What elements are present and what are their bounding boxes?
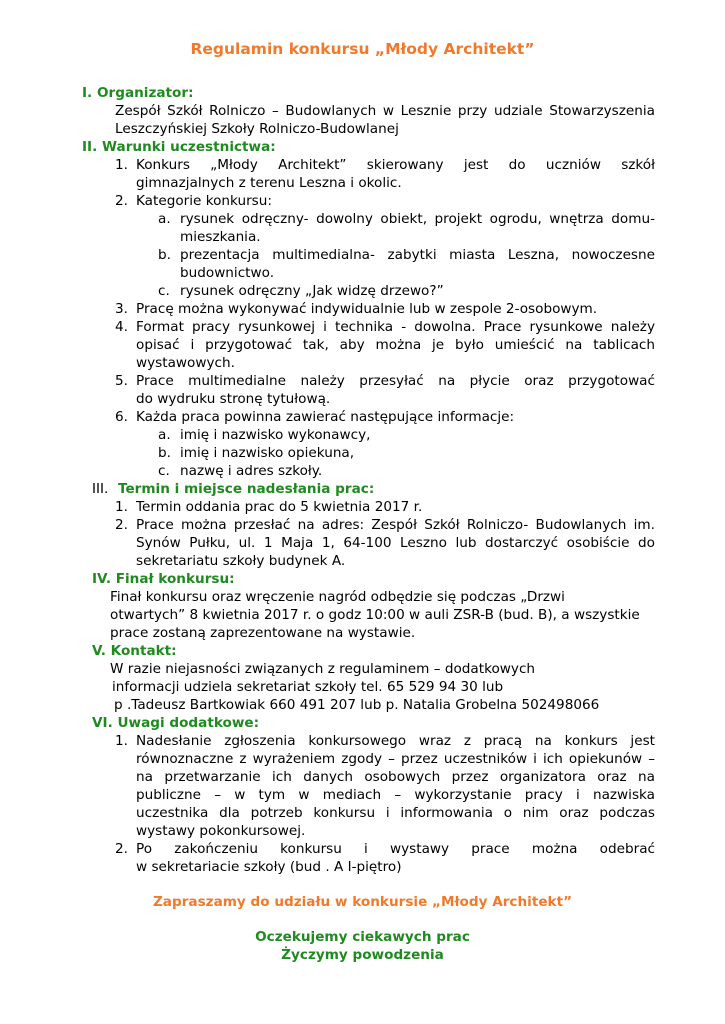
list-item-text: Kategorie konkursu:: [136, 193, 272, 209]
list-item-text: Termin oddania prac do 5 kwietnia 2017 r.: [136, 499, 423, 515]
list-letter: b.: [158, 445, 171, 461]
list-item-text: w sekretariacie szkoły (bud . A I-piętro): [136, 859, 402, 875]
list-item-text: publiczne – w tym w mediach – wykorzystanie pracy i nazwiska: [136, 787, 655, 803]
list-item-text: Prace można przesłać na adres: Zespół Szkół Rolniczo- Budowlanych im.: [136, 517, 655, 533]
list-number: 1.: [115, 733, 128, 749]
list-item-text: uczestnika dla potrzeb konkursu i informowania o nim oraz podczas: [136, 805, 655, 821]
list-letter: c.: [158, 283, 170, 299]
list-number: 2.: [115, 841, 128, 857]
list-item-text: Każda praca powinna zawierać następujące informacje:: [136, 409, 515, 425]
final-text: Finał konkursu oraz wręczenie nagród odbędzie się podczas „Drzwi: [110, 589, 565, 605]
list-number: 1.: [115, 157, 128, 173]
list-item-text: sekretariatu szkoły budynek A.: [136, 553, 346, 569]
list-item-text: Po zakończeniu konkursu i wystawy prace można odebrać: [136, 841, 655, 857]
list-number: 5.: [115, 373, 128, 389]
list-item-text: Pracę można wykonywać indywidualnie lub w zespole 2-osobowym.: [136, 301, 598, 317]
list-item-text: równoznaczne z wyrażeniem zgody – przez uczestników i ich opiekunów –: [136, 751, 655, 767]
organizer-text: Zespół Szkół Rolniczo – Budowlanych w Lesznie przy udziale Stowarzyszenia: [115, 103, 655, 119]
list-item-text: rysunek odręczny „Jak widzę drzewo?”: [180, 283, 444, 299]
section-heading-notes: VI. Uwagi dodatkowe:: [92, 715, 260, 731]
section-number: III.: [92, 481, 109, 497]
closing-invitation: Zapraszamy do udziału w konkursie „Młody Architekt”: [152, 894, 573, 910]
list-item-text: prezentacja multimedialna- zabytki miasta Leszna, nowoczesne: [180, 247, 655, 263]
list-number: 3.: [115, 301, 128, 317]
final-text: prace zostaną zaprezentowane na wystawie.: [110, 625, 416, 641]
list-item-text: gimnazjalnych z terenu Leszna i okolic.: [136, 175, 402, 191]
section-heading-organizer: I. Organizator:: [82, 85, 194, 101]
list-item-text: wystawy pokonkursowej.: [136, 823, 306, 839]
list-item-text: Prace multimedialne należy przesyłać na płycie oraz przygotować: [136, 373, 655, 389]
list-item-text: do wydruku stronę tytułową.: [136, 391, 331, 407]
contact-text: p .Tadeusz Bartkowiak 660 491 207 lub p. Natalia Grobelna 502498066: [114, 697, 600, 713]
list-item-text: Nadesłanie zgłoszenia konkursowego wraz z pracą na konkurs jest: [136, 733, 655, 749]
list-number: 2.: [115, 193, 128, 209]
list-number: 4.: [115, 319, 128, 335]
list-number: 6.: [115, 409, 128, 425]
list-item-text: Konkurs „Młody Architekt” skierowany jest do uczniów szkół: [136, 157, 655, 173]
list-item-text: imię i nazwisko wykonawcy,: [180, 427, 371, 443]
list-letter: a.: [158, 427, 171, 443]
section-heading-deadline: Termin i miejsce nadesłania prac:: [118, 481, 375, 497]
list-item-text: wystawowych.: [136, 355, 235, 371]
contact-text: W razie niejasności związanych z regulaminem – dodatkowych: [110, 661, 536, 677]
closing-line: Oczekujemy ciekawych prac: [255, 929, 470, 945]
closing-line: Życzymy powodzenia: [281, 947, 444, 963]
section-heading-final: IV. Finał konkursu:: [92, 571, 235, 587]
list-item-text: Synów Pułku, ul. 1 Maja 1, 64-100 Leszno lub dostarczyć osobiście do: [136, 535, 655, 551]
document-title: Regulamin konkursu „Młody Architekt”: [190, 40, 535, 58]
list-letter: c.: [158, 463, 170, 479]
list-number: 1.: [115, 499, 128, 515]
list-item-text: imię i nazwisko opiekuna,: [180, 445, 355, 461]
contact-text: informacji udziela sekretariat szkoły tel. 65 529 94 30 lub: [112, 679, 504, 695]
section-heading-contact: V. Kontakt:: [92, 643, 177, 659]
list-letter: b.: [158, 247, 171, 263]
list-letter: a.: [158, 211, 171, 227]
list-item-text: Format pracy rysunkowej i technika - dowolna. Prace rysunkowe należy: [136, 319, 655, 335]
list-item-text: na przetwarzanie ich danych osobowych przez organizatora oraz na: [136, 769, 655, 785]
list-number: 2.: [115, 517, 128, 533]
list-item-text: mieszkania.: [180, 229, 261, 245]
list-item-text: nazwę i adres szkoły.: [180, 463, 323, 479]
organizer-text: Leszczyńskiej Szkoły Rolniczo-Budowlanej: [115, 121, 399, 137]
final-text: otwartych” 8 kwietnia 2017 r. o godz 10:00 w auli ZSR-B (bud. B), a wszystkie: [110, 607, 640, 623]
list-item-text: budownictwo.: [180, 265, 275, 281]
section-heading-conditions: II. Warunki uczestnictwa:: [82, 139, 276, 155]
list-item-text: rysunek odręczny- dowolny obiekt, projekt ogrodu, wnętrza domu-: [180, 211, 655, 227]
list-item-text: opisać i przygotować tak, aby można je było umieścić na tablicach: [136, 337, 655, 353]
